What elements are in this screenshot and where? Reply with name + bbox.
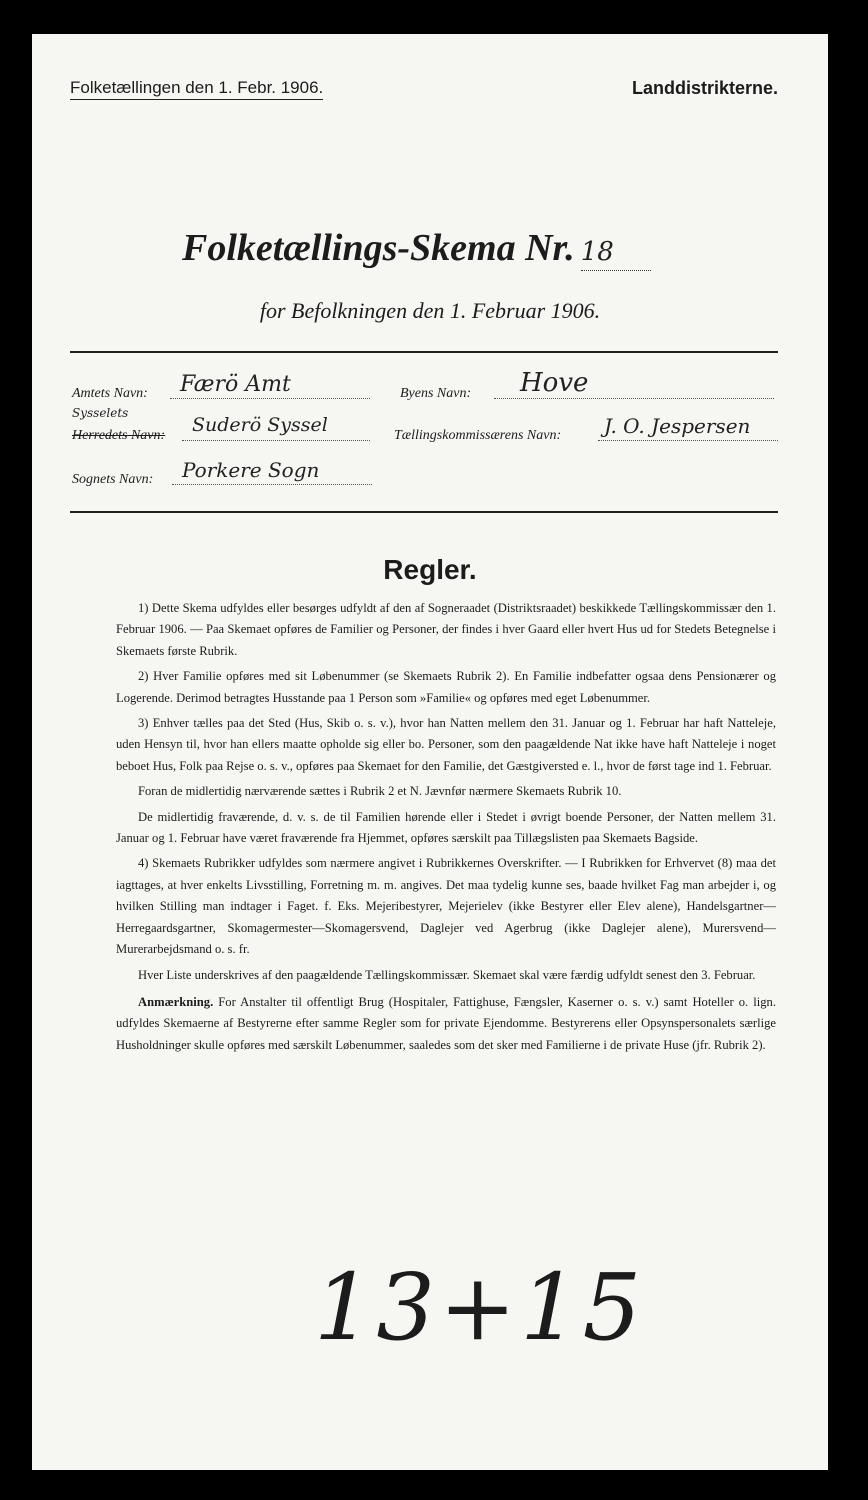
rules-heading: Regler.: [383, 554, 477, 585]
form-title: [182, 226, 651, 271]
byen-line: [494, 398, 774, 399]
herred-label: [72, 428, 165, 444]
rule-paragraph: Foran de midlertidig nærværende sættes i Rubrik 2 et N. Jævnfør nærmere Skemaets Rubrik 10.: [138, 784, 622, 799]
note-paragraph: [116, 992, 776, 1056]
note-text: For Anstalter til offentligt Brug (Hospitaler, Fattighuse, Fængsler, Kaserner o. s. v.) samt Hoteller o. lign. udfyldes Skemaerne af Bestyrerne efter samme Regler som for private Ejendomme. Bestyrerens eller Opsynspersonalets særlige Husholdninger skulle opføres med særskilt Løbenummer, saaledes som det sker med Familierne i de private Huse (jfr. Rubrik 2).: [116, 994, 776, 1052]
sogn-line: [172, 484, 372, 485]
rule-paragraph: Hver Liste underskrives af den paagældende Tællingskommissær. Skemaet skal være færdig udfyldt senest den 3. Februar.: [138, 967, 756, 982]
herred-value: Suderö Syssel: [192, 414, 328, 436]
amt-line: [170, 398, 370, 399]
kommissaer-label: Tællingskommissærens Navn:: [394, 428, 562, 443]
note-label: Anmærkning.: [138, 994, 214, 1009]
herred-label-text: Herredets Navn:: [72, 428, 166, 443]
form-number-field: [581, 226, 651, 271]
census-form-page: [32, 34, 828, 1470]
rule-paragraph: 2) Hver Familie opføres med sit Løbenummer (se Skemaets Rubrik 2). En Familie indbefatter ogsaa dens Pensionærer og Logerende. Derimod betragtes Husstande paa 1 Person som »Familie« og opføres med eget Løbenummer.: [116, 669, 776, 705]
amt-label: Amtets Navn:: [72, 386, 148, 401]
herred-line: [182, 440, 370, 441]
form-title-text: Folketællings-Skema Nr.: [182, 227, 575, 269]
rule-paragraph: 1) Dette Skema udfyldes eller besørges udfyldt af den af Sogneraadet (Distriktsraadet) beskikkede Tællingskommissær den 1. Februar 1906. — Paa Skemaet opføres de Familier og Personer, der findes i hver Gaard eller hvert Hus ud for Stedets Betegnelse i Skemaets første Rubrik.: [116, 601, 776, 658]
bottom-divider: [70, 511, 778, 513]
rule-paragraph: 4) Skemaets Rubrikker udfyldes som nærmere angivet i Rubrikkernes Overskrifter. — I Rubrikken for Erhvervet (8) maa det iagttages, at hver enkelts Livsstilling, Forretning m. m. angives. Det maa tydelig kunne ses, baade hvilket Fag man arbejder i, og hvilken Stilling man indtager i Faget. f. Eks. Mejeribestyrer, Mejerielev (ikke Bestyrer eller Elev alene), Handelsgartner—Herregaardsgartner, Skomagermester—Skomagersvend, Daglejer ved Agerbrug (ikke Daglejer alene), Murersvend—Murerarbejdsmand o. s. fr.: [116, 856, 776, 957]
census-date-header: Folketællingen den 1. Febr. 1906.: [70, 78, 323, 100]
form-number-value: 18: [580, 237, 614, 267]
rules-body: [116, 598, 776, 1060]
kommissaer-line: [598, 440, 778, 441]
district-type-header: Landdistrikterne.: [631, 78, 778, 98]
amt-value: Færö Amt: [180, 372, 291, 397]
kommissaer-value: J. O. Jespersen: [604, 414, 751, 438]
sogn-value: Porkere Sogn: [182, 458, 320, 482]
byen-label: Byens Navn:: [400, 386, 472, 401]
rule-paragraph: De midlertidig fraværende, d. v. s. de til Familien hørende eller i Stedet i øvrigt boende Personer, der Natten mellem 31. Januar og 1. Februar have været fraværende fra Hjemmet, opføres særskilt paa Tillægslisten paa Skemaets Bagside.: [116, 809, 776, 846]
handwritten-tally: 13+15: [314, 1254, 646, 1361]
rule-paragraph: 3) Enhver tælles paa det Sted (Hus, Skib o. s. v.), hvor han Natten mellem den 31. Januar og 1. Februar har haft Natteleje, uden Hensyn til, hvor han ellers maatte opholde sig eller bo. Personer, som den paagældende Nat ikke have haft Natteleje i noget beboet Hus, Folk paa Rejse o. s. v., opføres paa Skemaet for den Familie, det Gæstgiversted e. l., hvor de først tage ind 1. Februar.: [116, 716, 776, 773]
sogn-label: Sognets Navn:: [72, 472, 154, 487]
byen-value: Hove: [520, 368, 589, 398]
form-subtitle: for Befolkningen den 1. Februar 1906.: [259, 298, 601, 323]
herred-correction: Sysselets: [72, 406, 129, 420]
top-divider: [70, 351, 778, 353]
